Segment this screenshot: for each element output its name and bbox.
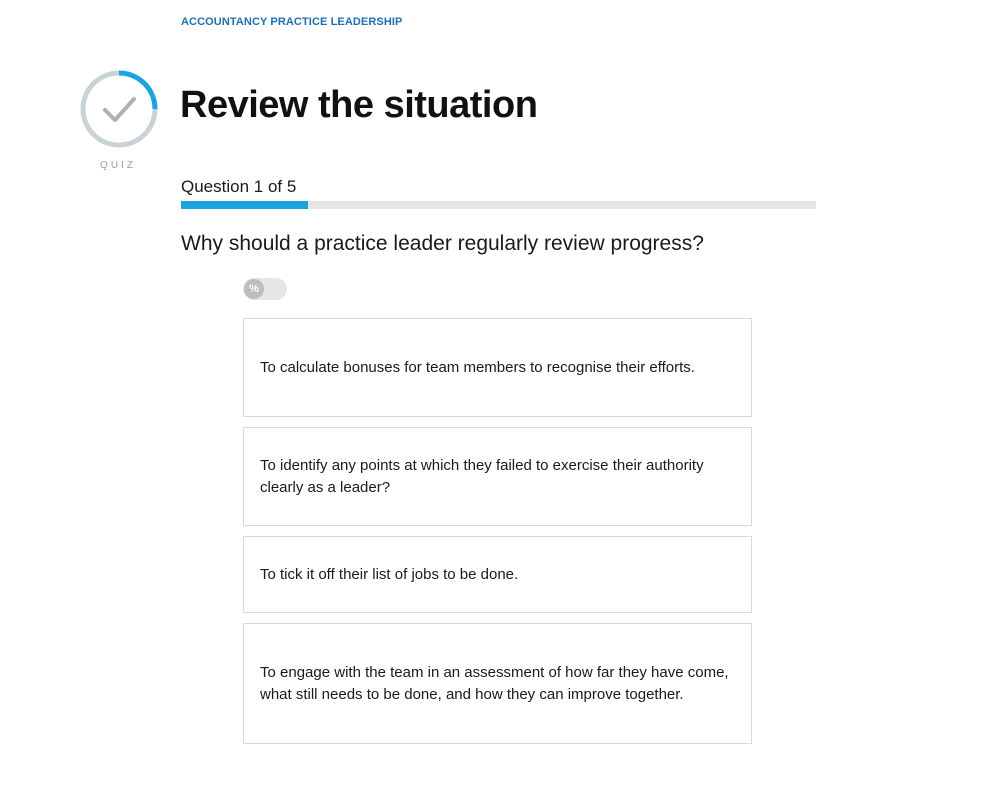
answer-option-text: To engage with the team in an assessment of how far they have come, what still needs to be done, and how they can improve together. [260, 663, 729, 703]
answer-option-1[interactable] [243, 318, 752, 417]
percent-toggle[interactable] [243, 278, 287, 300]
answer-list [243, 318, 752, 754]
quiz-progress-ring [78, 68, 160, 150]
check-icon [105, 99, 134, 120]
ring-progress-arc [119, 73, 155, 109]
percent-icon: % [244, 279, 264, 299]
answer-option-3[interactable] [243, 536, 752, 613]
answer-option-text: To identify any points at which they failed to exercise their authority clearly as a leader? [260, 456, 704, 496]
answer-option-text: To calculate bonuses for team members to recognise their efforts. [260, 358, 695, 376]
quiz-label: QUIZ [100, 160, 136, 171]
page-title: Review the situation [180, 84, 538, 126]
answer-option-4[interactable] [243, 623, 752, 744]
progress-bar-fill [181, 201, 308, 209]
question-text: Why should a practice leader regularly review progress? [181, 232, 704, 255]
progress-bar [181, 201, 816, 209]
answer-option-text: To tick it off their list of jobs to be done. [260, 565, 519, 583]
course-title[interactable]: ACCOUNTANCY PRACTICE LEADERSHIP [181, 16, 403, 28]
quiz-badge [78, 68, 160, 150]
question-counter: Question 1 of 5 [181, 177, 297, 196]
answer-option-2[interactable] [243, 427, 752, 526]
